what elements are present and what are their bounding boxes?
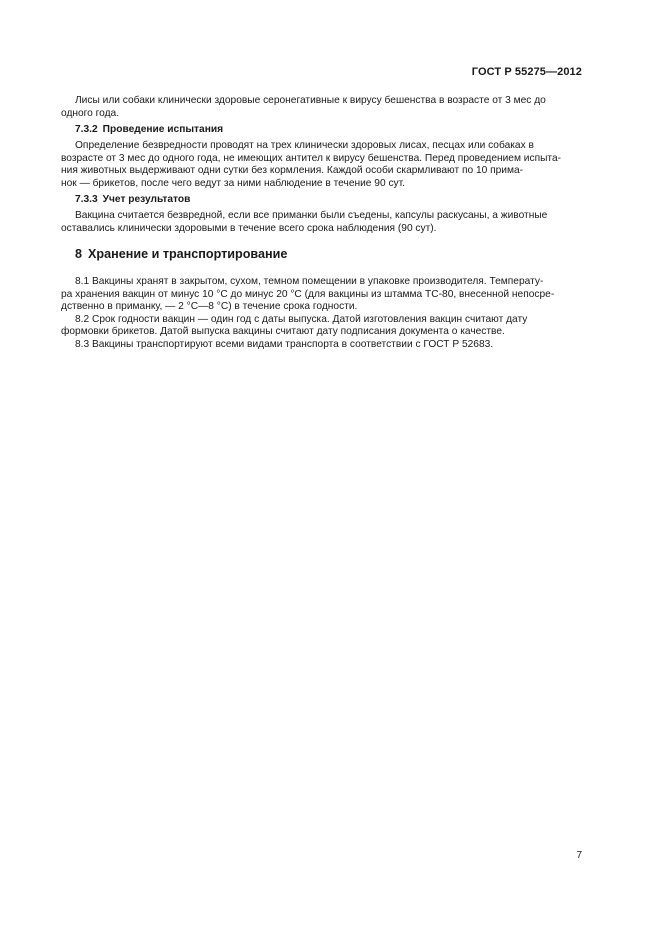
intro-line-2: одного года. <box>61 107 120 119</box>
section-8-title: Хранение и транспортирование <box>88 247 288 261</box>
s732-line-3: ния животных выдерживают одни сутки без кормления. Каждой особи скармливают по 10 прима- <box>61 165 524 177</box>
section-8-number: 8 <box>75 247 83 261</box>
section-7-3-3-number: 7.3.3 <box>75 194 98 205</box>
s733-line-1: Вакцина считается безвредной, если все приманки были съедены, капсулы раскусаны, а животные <box>75 210 548 221</box>
section-7-3-2-title: Проведение испытания <box>102 124 224 135</box>
s8-line-1: 8.1 Вакцины хранят в закрытом, сухом, темном помещении в упаковке производителя. Температу- <box>75 276 544 287</box>
section-8-heading <box>75 247 287 262</box>
s732-line-1: Определение безвредности проводят на трех клинически здоровых лисах, песцах или собаках в <box>75 140 534 151</box>
s8-line-6: 8.3 Вакцины транспортируют всеми видами транспорта в соответствии с ГОСТ Р 52683. <box>75 339 494 350</box>
s8-line-3: дственно в приманку, — 2 °С—8 °С) в течение срока годности. <box>61 301 358 313</box>
s8-line-5: формовки брикетов. Датой выпуска вакцины считают дату подписания документа о качестве. <box>61 326 505 338</box>
section-7-3-2-heading <box>75 124 223 137</box>
intro-line-1: Лисы или собаки клинически здоровые серонегативные к вирусу бешенства в возрасте от 3 мес до <box>75 95 546 106</box>
s8-line-4: 8.2 Срок годности вакцин — один год с даты выпуска. Датой изготовления вакцин считают дату <box>75 313 528 325</box>
document-header: ГОСТ Р 55275—2012 <box>471 66 582 78</box>
s733-line-2: оставались клинически здоровыми в течение всего срока наблюдения (90 сут). <box>61 222 437 234</box>
page-number: 7 <box>576 850 582 861</box>
section-7-3-3-heading <box>75 194 190 207</box>
s732-line-4: нок — брикетов, после чего ведут за ними наблюдение в течение 90 сут. <box>61 177 406 189</box>
section-7-3-2-number: 7.3.2 <box>75 124 98 135</box>
s8-line-2: ра хранения вакцин от минус 10 °С до минус 20 °С (для вакцины из штамма ТС-80, внесенной непосре- <box>61 288 555 300</box>
section-7-3-3-title: Учет результатов <box>102 194 191 205</box>
s732-line-2: возрасте от 3 мес до одного года, не имеющих антител к вирусу бешенства. Перед проведением испыта- <box>61 152 562 164</box>
